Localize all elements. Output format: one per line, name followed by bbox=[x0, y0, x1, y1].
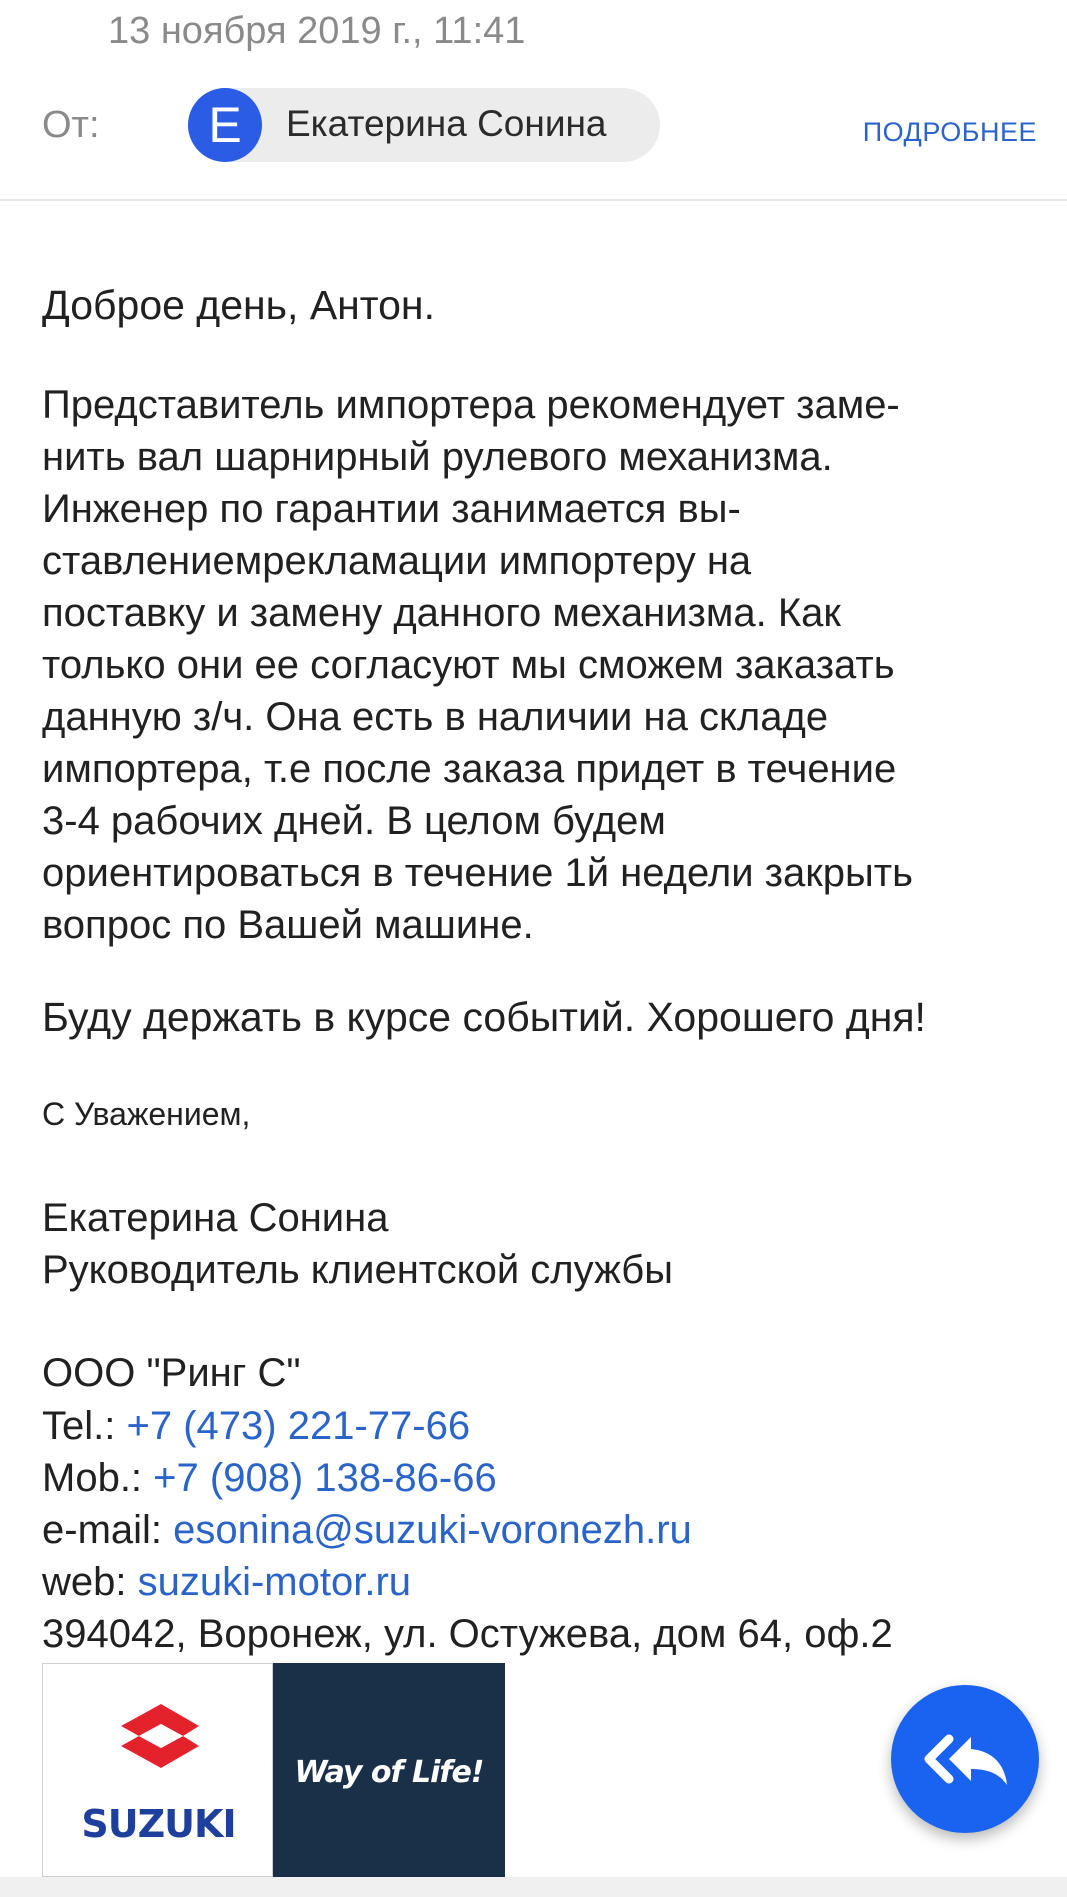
signature-email-row bbox=[42, 1508, 1037, 1553]
from-label: От: bbox=[42, 104, 100, 146]
bottom-bar bbox=[0, 1877, 1067, 1897]
paragraph-line: ставлениемрекламации импортеру на bbox=[42, 539, 752, 583]
sender-chip[interactable] bbox=[188, 88, 660, 162]
email-date: 13 ноября 2019 г., 11:41 bbox=[108, 10, 526, 52]
avatar[interactable]: Е bbox=[188, 88, 262, 162]
signature-position: Руководитель клиентской службы bbox=[42, 1248, 673, 1292]
reply-all-icon bbox=[891, 1685, 1039, 1833]
signature-address: 394042, Воронеж, ул. Остужева, дом 64, оф.2 bbox=[42, 1612, 893, 1656]
paragraph-line: вопрос по Вашей машине. bbox=[42, 903, 534, 947]
tel-label: Tel.: bbox=[42, 1404, 127, 1448]
suzuki-banner bbox=[42, 1663, 505, 1877]
mob-link[interactable]: +7 (908) 138-86-66 bbox=[153, 1456, 497, 1500]
suzuki-wordmark: SUZUKI bbox=[81, 1802, 236, 1846]
paragraph-line: 3-4 рабочих дней. В целом будем bbox=[42, 799, 666, 843]
web-link[interactable]: suzuki-motor.ru bbox=[137, 1560, 412, 1604]
paragraph-line: только они ее согласуют мы сможем заказать bbox=[42, 643, 895, 687]
web-label: web: bbox=[42, 1560, 138, 1604]
sender-name[interactable]: Екатерина Сонина bbox=[286, 103, 607, 144]
paragraph-line: ориентироваться в течение 1й недели закрыть bbox=[42, 851, 913, 895]
regards-text: С Уважением, bbox=[42, 1096, 251, 1132]
tel-link[interactable]: +7 (473) 221-77-66 bbox=[126, 1404, 471, 1448]
paragraph-line: Инженер по гарантии занимается вы- bbox=[42, 487, 741, 531]
reply-all-button[interactable] bbox=[891, 1685, 1039, 1833]
closing-text: Буду держать в курсе событий. Хорошего дня! bbox=[42, 994, 926, 1040]
message-paragraph bbox=[42, 379, 1037, 951]
slogan-text: Way of Life! bbox=[294, 1755, 484, 1790]
signature-tel-row bbox=[42, 1404, 1037, 1449]
paragraph-line: нить вал шарнирный рулевого механизма. bbox=[42, 435, 833, 479]
mob-label: Mob.: bbox=[42, 1456, 154, 1500]
signature-mob-row bbox=[42, 1456, 1037, 1501]
signature-name: Екатерина Сонина bbox=[42, 1196, 389, 1240]
paragraph-line: данную з/ч. Она есть в наличии на складе bbox=[42, 695, 829, 739]
header-divider bbox=[0, 199, 1067, 201]
suzuki-logo bbox=[42, 1663, 273, 1877]
paragraph-line: Представитель импортера рекомендует заме- bbox=[42, 383, 900, 427]
details-link[interactable]: ПОДРОБНЕЕ bbox=[862, 117, 1037, 147]
signature-web-row bbox=[42, 1560, 1037, 1605]
paragraph-line: поставку и замену данного механизма. Как bbox=[42, 591, 841, 635]
greeting-text: Доброе день, Антон. bbox=[42, 282, 435, 328]
email-link[interactable]: esonina@suzuki-voronezh.ru bbox=[173, 1508, 692, 1552]
slogan-panel bbox=[273, 1663, 505, 1877]
paragraph-line: импортера, т.е после заказа придет в течение bbox=[42, 747, 897, 791]
signature-company: ООО "Ринг С" bbox=[42, 1351, 301, 1395]
suzuki-s-icon bbox=[43, 1664, 274, 1804]
email-label: e-mail: bbox=[42, 1508, 174, 1552]
